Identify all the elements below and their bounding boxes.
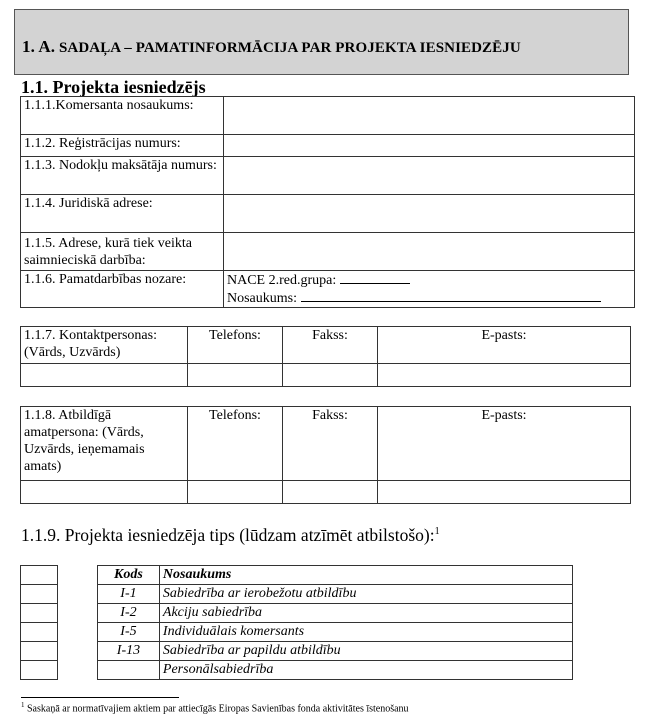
official-name-field[interactable] [21, 481, 188, 504]
contact-phone-header: Telefons: [188, 327, 283, 364]
footnote [21, 701, 409, 714]
legal-address-field[interactable] [224, 195, 635, 233]
footnote-ref: 1 [434, 526, 440, 538]
contact-phone-field[interactable] [188, 364, 283, 387]
official-fax-header: Fakss: [283, 407, 378, 481]
type-checkbox-column [20, 565, 58, 680]
contact-fax-field[interactable] [283, 364, 378, 387]
code-column-header: Kods [98, 566, 160, 585]
type-checkbox[interactable] [21, 661, 58, 680]
type-code: I-13 [98, 642, 160, 661]
label-registration-number: 1.1.2. Reģistrācijas numurs: [21, 135, 224, 157]
type-checkbox[interactable] [21, 623, 58, 642]
company-name-field[interactable] [224, 97, 635, 135]
label-company-name: 1.1.1.Komersanta nosaukums: [21, 97, 224, 135]
activity-name-field[interactable] [301, 289, 601, 302]
type-checkbox[interactable] [21, 604, 58, 623]
contact-email-field[interactable] [378, 364, 631, 387]
official-phone-header: Telefons: [188, 407, 283, 481]
type-name: Sabiedrība ar ierobežotu atbildību [159, 585, 572, 604]
type-name: Personālsabiedrība [159, 661, 572, 680]
type-name: Individuālais komersants [159, 623, 572, 642]
type-checkbox[interactable] [21, 585, 58, 604]
type-name: Akciju sabiedrība [159, 604, 572, 623]
main-activity-cell [224, 271, 635, 308]
contact-person-table [20, 326, 631, 387]
label-business-address: 1.1.5. Adrese, kurā tiek veikta saimnieciskā darbība: [21, 233, 224, 271]
footnote-divider [21, 697, 179, 698]
official-email-field[interactable] [378, 481, 631, 504]
label-legal-address: 1.1.4. Juridiskā adrese: [21, 195, 224, 233]
type-code: I-1 [98, 585, 160, 604]
label-tax-number: 1.1.3. Nodokļu maksātāja numurs: [21, 157, 224, 195]
official-label: 1.1.8. Atbildīgā amatpersona: (Vārds, Uzvārds, ieņemamais amats) [21, 407, 188, 481]
contact-email-header: E-pasts: [378, 327, 631, 364]
official-phone-field[interactable] [188, 481, 283, 504]
name-column-header: Nosaukums [159, 566, 572, 585]
footnote-text: Saskaņā ar normatīvajiem aktiem par attiecīgās Eiropas Savienības fonda aktivitātes īstenošanu [27, 703, 409, 715]
contact-fax-header: Fakss: [283, 327, 378, 364]
nace-group-label: NACE 2.red.grupa: [227, 273, 337, 288]
official-table [20, 406, 631, 504]
applicant-table [20, 96, 635, 308]
contact-name-field[interactable] [21, 364, 188, 387]
tax-number-field[interactable] [224, 157, 635, 195]
official-email-header: E-pasts: [378, 407, 631, 481]
registration-number-field[interactable] [224, 135, 635, 157]
section-number: 1. A. [22, 37, 56, 56]
type-checkbox[interactable] [21, 566, 58, 585]
type-name: Sabiedrība ar papildu atbildību [159, 642, 572, 661]
section-header [14, 9, 629, 75]
activity-name-label: Nosaukums: [227, 291, 297, 306]
type-code: I-2 [98, 604, 160, 623]
contact-person-label: 1.1.7. Kontaktpersonas: (Vārds, Uzvārds) [21, 327, 188, 364]
applicant-heading: 1.1. Projekta iesniedzējs [21, 77, 206, 97]
official-fax-field[interactable] [283, 481, 378, 504]
footnote-number: 1 [21, 701, 25, 709]
type-code-table [97, 565, 573, 680]
type-code: I-5 [98, 623, 160, 642]
section-title-text: SADAĻA – PAMATINFORMĀCIJA PAR PROJEKTA IESNIEDZĒJU [58, 40, 521, 56]
section-title [22, 37, 521, 57]
type-checkbox[interactable] [21, 642, 58, 661]
label-main-activity: 1.1.6. Pamatdarbības nozare: [21, 271, 224, 308]
business-address-field[interactable] [224, 233, 635, 271]
type-code [98, 661, 160, 680]
applicant-type-heading-text: 1.1.9. Projekta iesniedzēja tips (lūdzam atzīmēt atbilstošo): [21, 525, 435, 545]
applicant-type-heading [21, 525, 440, 546]
nace-group-field[interactable] [340, 271, 410, 284]
